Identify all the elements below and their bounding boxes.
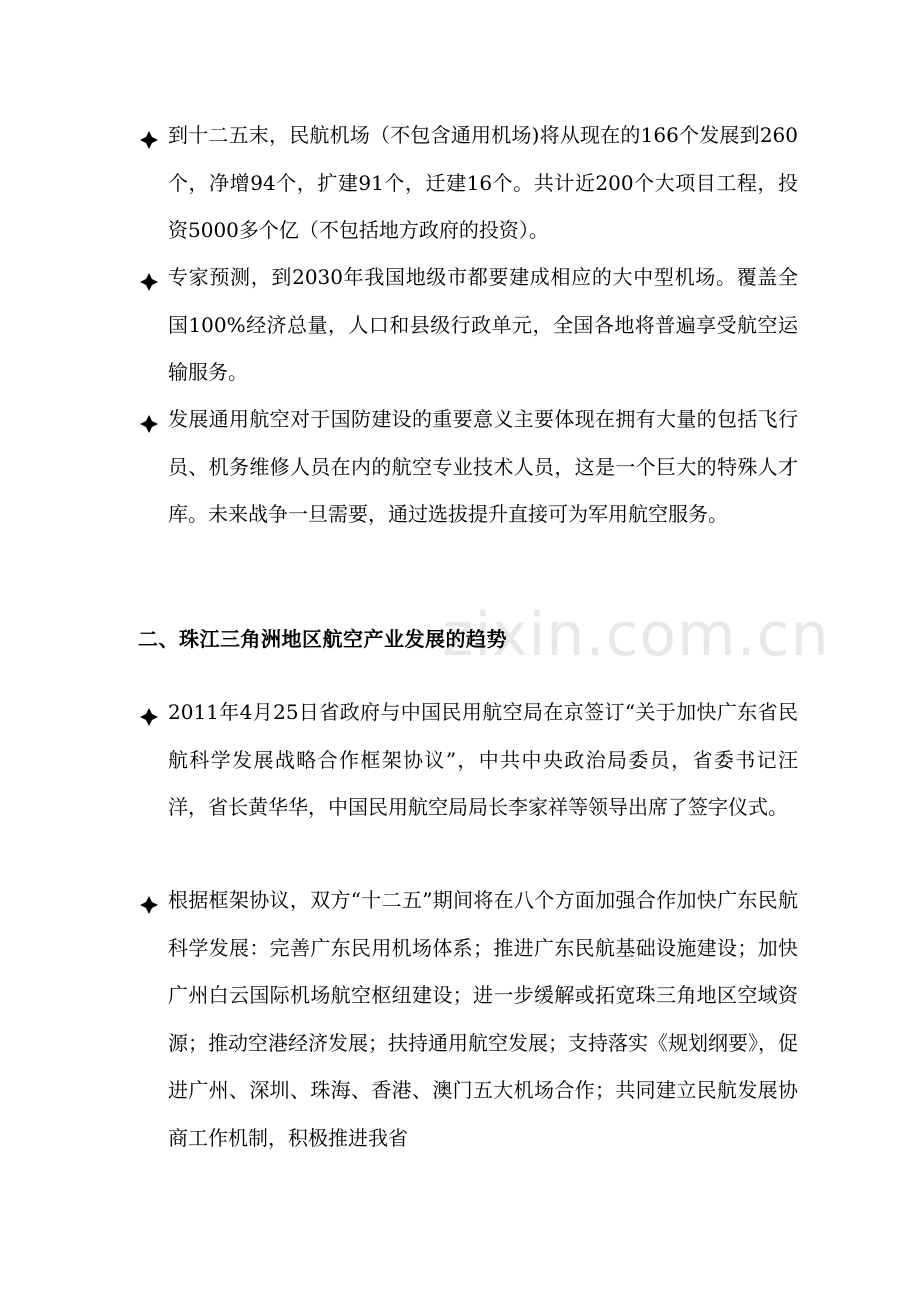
- section-heading: 二、珠江三角洲地区航空产业发展的趋势: [138, 627, 507, 651]
- bullet-item: [138, 888, 798, 1162]
- bullet-text: 到十二五末，民航机场（不包含通用机场)将从现在的166个发展到260个，净增94个，扩建91个，迁建16个。共计近200个大项目工程，投资5000多个亿（不包括地方政府的投资）。: [168, 123, 798, 242]
- bullet-text: 根据框架协议，双方“十二五”期间将在八个方面加强合作加快广东民航科学发展：完善广东民用机场体系；推进广东民航基础设施建设；加快广州白云国际机场航空枢纽建设；进一步缓解或拓宽珠三角地区空域资源；推动空港经济发展；扶持通用航空发展；支持落实《规划纲要》，促进广州、深圳、珠海、香港、澳门五大机场合作；共同建立民航发展协商工作机制，积极推进我省: [168, 888, 798, 1150]
- bullet-text: 专家预测，到2030年我国地级市都要建成相应的大中型机场。覆盖全国100%经济总量，人口和县级行政单元，全国各地将普遍享受航空运输服务。: [168, 265, 798, 384]
- bullet-text: 2011年4月25日省政府与中国民用航空局在京签订“关于加快广东省民航科学发展战略合作框架协议”，中共中央政治局委员，省委书记汪洋，省长黄华华，中国民用航空局局长李家祥等领导出席了签字仪式。: [168, 700, 798, 819]
- diamond-bullet-icon: [138, 271, 160, 293]
- bullet-item: [138, 700, 798, 832]
- diamond-bullet-icon: [138, 129, 160, 151]
- diamond-bullet-icon: [138, 706, 160, 728]
- bullet-item: [138, 407, 798, 539]
- bullet-text: 发展通用航空对于国防建设的重要意义主要体现在拥有大量的包括飞行员、机务维修人员在内的航空专业技术人员，这是一个巨大的特殊人才库。未来战争一旦需要，通过选拔提升直接可为军用航空服务。: [168, 407, 798, 526]
- diamond-bullet-icon: [138, 894, 160, 916]
- bullet-item: [138, 265, 798, 397]
- bullet-item: [138, 123, 798, 255]
- watermark: zixin.com.cn: [442, 600, 830, 670]
- diamond-bullet-icon: [138, 413, 160, 435]
